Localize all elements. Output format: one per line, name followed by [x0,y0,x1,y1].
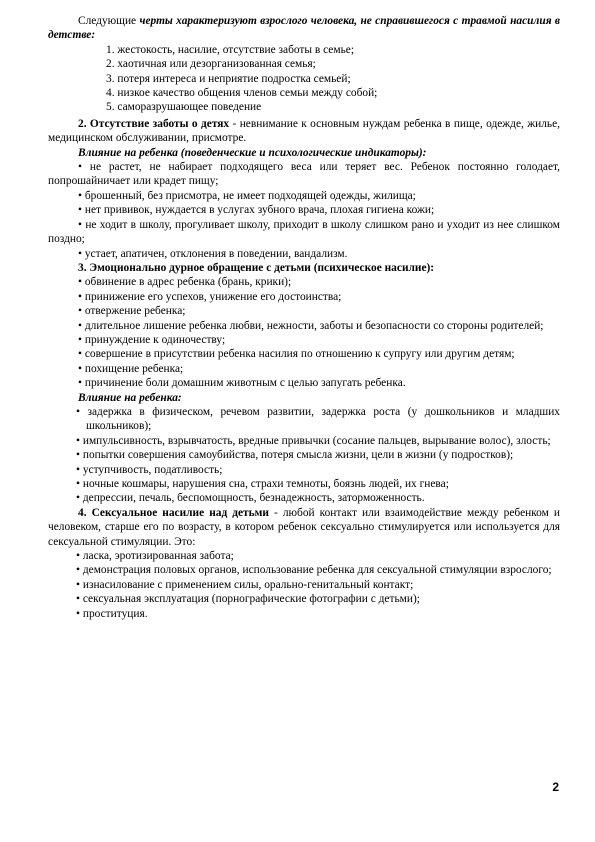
trait-item: 5. саморазрушающее поведение [106,101,262,114]
list-item: • отвержение ребенка; [48,304,560,318]
intro-lead: Следующие [78,15,137,27]
list-item: • нет прививок, нуждается в услугах зубного врача, плохая гигиена кожи; [48,203,560,217]
trait-item: 2. хаотичная или дезорганизованная семья; [106,58,316,71]
page-number: 2 [552,780,559,794]
list-item: • принижение его успехов, унижение его достоинства; [48,290,560,304]
intro-emphasis: черты характеризуют взрослого человека, не справившегося с травмой насилия в детстве: [48,15,560,42]
document-page [48,14,560,621]
list-item: • демонстрация половых органов, использование ребенка для сексуальной стимуляции взрослого; [76,563,560,577]
list-item: • обвинение в адрес ребенка (брань, крики); [48,275,560,289]
list-item: • устает, апатичен, отклонения в поведении, вандализм. [48,247,560,261]
list-item: • длительное лишение ребенка любви, нежности, заботы и безопасности со стороны родителей; [48,319,560,333]
list-item: • депрессии, печаль, беспомощность, безнадежность, заторможенность. [76,491,560,505]
list-item: • сексуальная эксплуатация (порнографические фотографии с детьми); [76,592,560,606]
section-3-heading: 3. Эмоционально дурное обращение с детьми (психическое насилие): [78,261,435,274]
section-2-paragraph [48,117,560,146]
section-2-subheading: Влияние на ребенка (поведенческие и психологические индикаторы): [78,146,427,159]
section-4-heading: 4. Сексуальное насилие над детьми [78,506,269,519]
list-item: • импульсивность, взрывчатость, вредные привычки (сосание пальцев, вырывание волос), злость; [76,434,560,448]
list-item: • брошенный, без присмотра, не имеет подходящей одежды, жилища; [48,189,560,203]
list-item: • не растет, не набирает подходящего веса или теряет вес. Ребенок постоянно голодает, попрошайничает или крадет пищу; [48,160,560,189]
list-item: • уступчивость, податливость; [76,463,560,477]
list-item: • ночные кошмары, нарушения сна, страхи темноты, боязнь людей, их гнева; [76,477,560,491]
list-item: • причинение боли домашним животным с целью запугать ребенка. [48,376,560,390]
trait-item: 1. жестокость, насилие, отсутствие заботы в семье; [106,43,354,56]
trait-item: 3. потеря интереса и неприятие подростка семьей; [106,72,351,85]
section-2-heading: 2. Отсутствие заботы о детях [78,117,230,130]
effects-list [76,405,560,506]
section-4-paragraph [48,506,560,549]
trait-item: 4. низкое качество общения членов семьи между собой; [106,87,378,100]
list-item: • попытки совершения самоубийства, потеря смысла жизни, цели в жизни (у подростков); [76,448,560,462]
list-item: • задержка в физическом, речевом развитии, задержка роста (у дошкольников и младших школьников); [76,405,560,434]
section-3-subheading: Влияние на ребенка: [78,391,182,404]
list-item: • совершение в присутствии ребенка насилия по отношению к супругу или другим детям; [48,347,560,361]
section-4-list [76,549,560,621]
list-item: • не ходит в школу, прогуливает школу, приходит в школу слишком рано и уходит из нее слишком поздно; [48,218,560,247]
list-item: • ласка, эротизированная забота; [76,549,560,563]
list-item: • изнасилование с применением силы, орально-генитальный контакт; [76,578,560,592]
list-item: • принуждение к одиночеству; [48,333,560,347]
list-item: • проституция. [76,607,560,621]
section-4-text: - любой контакт или взаимодействие между ребенком и человеком, старше его по возрасту, в котором ребенок сексуально стимулируется или используется для сексуальной стимуляции. Это: [48,506,560,548]
list-item: • похищение ребенка; [48,362,560,376]
section-2-text: - невнимание к основным нуждам ребенка в пище, одежде, жилье, медицинском обслуживании, присмотре. [48,117,561,145]
intro-paragraph [48,14,560,43]
